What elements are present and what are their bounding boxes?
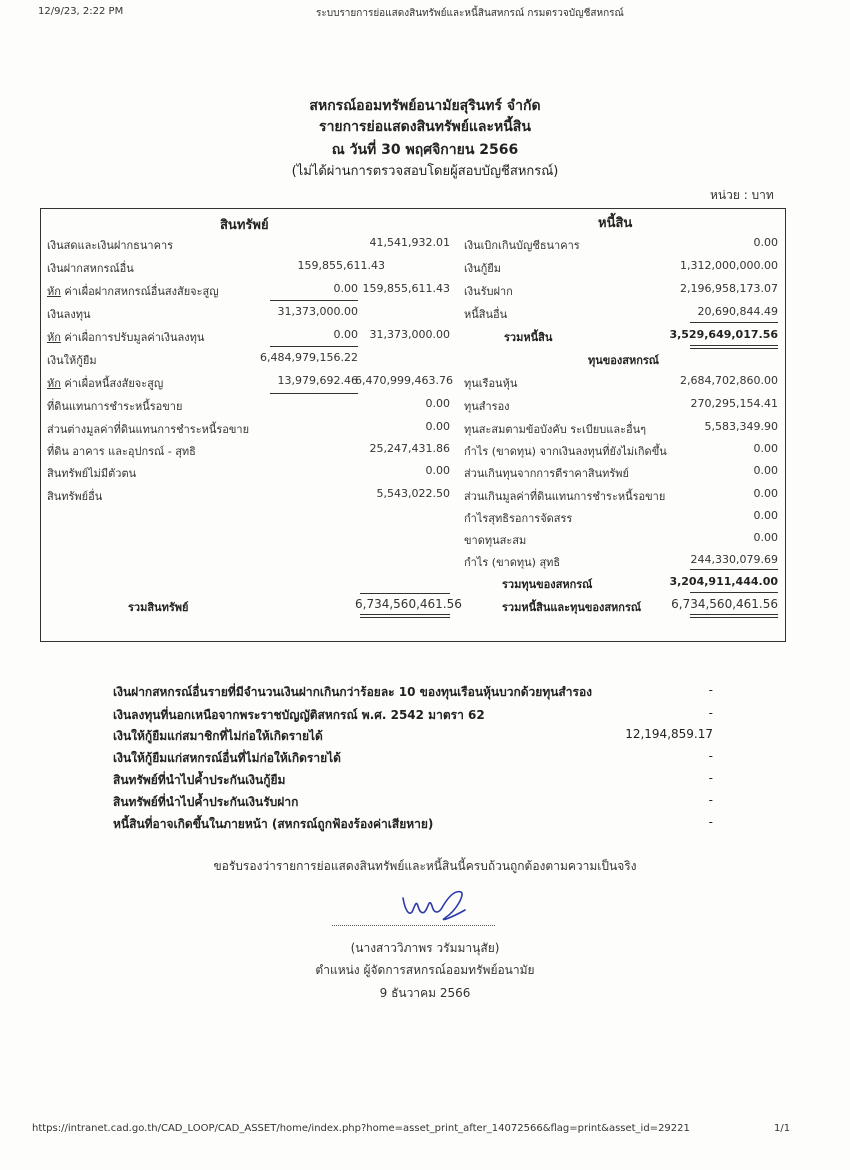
- note-value: -: [708, 771, 713, 785]
- equity-header: ทุนของสหกรณ์: [588, 354, 660, 367]
- asset-row-label: หัก ค่าเผื่อฝากสหกรณ์อื่นสงสัยจะสูญ: [47, 285, 219, 298]
- note-value: -: [708, 815, 713, 829]
- grand-total-label: รวมหนี้สินและทุนของสหกรณ์: [502, 601, 642, 614]
- subtotal-rule: [690, 569, 778, 570]
- asset-row-sub: 159,855,611.43: [297, 259, 385, 272]
- asset-row-label: หัก ค่าเผื่อการปรับมูลค่าเงินลงทุน: [47, 331, 205, 344]
- equity-row-value: 0.00: [753, 531, 778, 544]
- assets-header: สินทรัพย์: [220, 218, 269, 233]
- equity-row-label: กำไร (ขาดทุน) สุทธิ: [464, 556, 561, 569]
- asset-row-label: เงินลงทุน: [47, 308, 91, 321]
- equity-row-value: 0.00: [753, 442, 778, 455]
- equity-row-label: ทุนสำรอง: [464, 400, 510, 413]
- liability-row-label: หนี้สินอื่น: [464, 308, 508, 321]
- asset-row-sub: 6,484,979,156.22: [260, 351, 358, 364]
- asset-row-value: 159,855,611.43: [362, 282, 450, 295]
- asset-row-value: 0.00: [425, 420, 450, 433]
- page-number: 1/1: [774, 1123, 791, 1134]
- liabilities-header: หนี้สิน: [598, 216, 633, 231]
- report-title: รายการย่อแสดงสินทรัพย์และหนี้สิน: [319, 119, 531, 135]
- asset-row-value: 5,543,022.50: [376, 487, 450, 500]
- asset-row-sub: 0.00: [333, 282, 358, 295]
- asset-row-sub: 0.00: [333, 328, 358, 341]
- asset-row-value: 0.00: [425, 464, 450, 477]
- assets-total-value: 6,734,560,461.56: [355, 597, 462, 611]
- equity-row-label: ส่วนเกินทุนจากการตีราคาสินทรัพย์: [464, 467, 629, 480]
- equity-row-label: กำไรสุทธิรอการจัดสรร: [464, 512, 573, 525]
- asset-row-value: 25,247,431.86: [369, 442, 450, 455]
- equity-row-label: ขาดทุนสะสม: [464, 534, 527, 547]
- subtotal-rule: [270, 393, 358, 394]
- liability-row-value: 20,690,844.49: [697, 305, 778, 318]
- equity-total-value: 3,204,911,444.00: [669, 575, 778, 588]
- asset-row-value: 0.00: [425, 397, 450, 410]
- liability-row-value: 1,312,000,000.00: [680, 259, 778, 272]
- asset-row-label: สินทรัพย์ไม่มีตัวตน: [47, 467, 137, 480]
- asset-row-label: เงินสดและเงินฝากธนาคาร: [47, 239, 174, 252]
- asset-row-label: เงินให้กู้ยืม: [47, 354, 97, 367]
- equity-row-value: 270,295,154.41: [690, 397, 778, 410]
- asset-row-label: ที่ดิน อาคาร และอุปกรณ์ - สุทธิ: [47, 445, 196, 458]
- equity-row-label: ทุนเรือนหุ้น: [464, 377, 518, 390]
- signatory-name: (นางสาววิภาพร วรัมมานุสัย): [350, 941, 500, 955]
- liabilities-total-value: 3,529,649,017.56: [669, 328, 778, 341]
- asset-row-label: หัก ค่าเผื่อหนี้สงสัยจะสูญ: [47, 377, 164, 390]
- note-label: สินทรัพย์ที่นำไปค้ำประกันเงินกู้ยืม: [113, 773, 286, 787]
- grand-total-value: 6,734,560,461.56: [671, 597, 778, 611]
- note-value: -: [708, 749, 713, 763]
- org-name: สหกรณ์ออมทรัพย์อนามัยสุรินทร์ จำกัด: [309, 98, 541, 114]
- equity-row-value: 5,583,349.90: [704, 420, 778, 433]
- subtotal-rule: [690, 322, 778, 323]
- assets-total-label: รวมสินทรัพย์: [128, 601, 189, 614]
- total-rule: [690, 592, 778, 593]
- asset-row-value: 41,541,932.01: [369, 236, 450, 249]
- total-rule: [360, 593, 450, 594]
- note-value: -: [708, 683, 713, 697]
- liability-row-label: เงินรับฝาก: [464, 285, 513, 298]
- signature-line: [332, 925, 495, 926]
- subtotal-rule: [270, 300, 358, 301]
- subtotal-rule: [270, 346, 358, 347]
- note-label: เงินให้กู้ยืมแก่สหกรณ์อื่นที่ไม่ก่อให้เกิดรายได้: [113, 751, 341, 765]
- note-label: เงินฝากสหกรณ์อื่นรายที่มีจำนวนเงินฝากเกินกว่าร้อยละ 10 ของทุนเรือนหุ้นบวกด้วยทุนสำรอง: [113, 685, 593, 699]
- equity-row-value: 0.00: [753, 487, 778, 500]
- note-value: 12,194,859.17: [625, 727, 713, 741]
- equity-row-label: ส่วนเกินมูลค่าที่ดินแทนการชำระหนี้รอขาย: [464, 490, 666, 503]
- print-datetime: 12/9/23, 2:22 PM: [38, 6, 124, 17]
- double-underline: [690, 614, 778, 618]
- note-value: -: [708, 793, 713, 807]
- liability-row-label: เงินเบิกเกินบัญชีธนาคาร: [464, 239, 580, 252]
- liability-row-value: 0.00: [753, 236, 778, 249]
- print-page-title: ระบบรายการย่อแสดงสินทรัพย์และหนี้สินสหกรณ์ กรมตรวจบัญชีสหกรณ์: [316, 8, 624, 19]
- note-value: -: [708, 706, 713, 720]
- note-label: เงินให้กู้ยืมแก่สมาชิกที่ไม่ก่อให้เกิดรายได้: [113, 729, 323, 743]
- double-underline: [360, 614, 450, 618]
- signature-image: [395, 884, 485, 926]
- asset-row-label: ส่วนต่างมูลค่าที่ดินแทนการชำระหนี้รอขาย: [47, 423, 250, 436]
- double-underline: [690, 345, 778, 349]
- equity-row-value: 2,684,702,860.00: [680, 374, 778, 387]
- report-date: ณ วันที่ 30 พฤศจิกายน 2566: [331, 142, 519, 158]
- certification-statement: ขอรับรองว่ารายการย่อแสดงสินทรัพย์และหนี้สินนี้ครบถ้วนถูกต้องตามความเป็นจริง: [213, 859, 637, 873]
- asset-row-label: เงินฝากสหกรณ์อื่น: [47, 262, 134, 275]
- note-label: เงินลงทุนที่นอกเหนือจากพระราชบัญญัติสหกรณ์ พ.ศ. 2542 มาตรา 62: [113, 708, 485, 722]
- unit-label: หน่วย : บาท: [710, 188, 774, 202]
- liability-row-label: เงินกู้ยืม: [464, 262, 502, 275]
- asset-row-label: ที่ดินแทนการชำระหนี้รอขาย: [47, 400, 183, 413]
- asset-row-value: 31,373,000.00: [369, 328, 450, 341]
- liability-row-value: 2,196,958,173.07: [680, 282, 778, 295]
- equity-total-label: รวมทุนของสหกรณ์: [502, 578, 593, 591]
- equity-row-value: 244,330,079.69: [690, 553, 778, 566]
- note-label: หนี้สินที่อาจเกิดขึ้นในภายหน้า (สหกรณ์ถูกฟ้องร้องค่าเสียหาย): [113, 817, 434, 831]
- equity-row-label: ทุนสะสมตามข้อบังคับ ระเบียบและอื่นๆ: [464, 423, 647, 436]
- asset-row-sub: 13,979,692.46: [277, 374, 358, 387]
- asset-row-label: สินทรัพย์อื่น: [47, 490, 103, 503]
- asset-row-value: 6,470,999,463.76: [355, 374, 453, 387]
- equity-row-value: 0.00: [753, 464, 778, 477]
- note-label: สินทรัพย์ที่นำไปค้ำประกันเงินรับฝาก: [113, 795, 299, 809]
- signatory-position: ตำแหน่ง ผู้จัดการสหกรณ์ออมทรัพย์อนามัย: [315, 963, 535, 977]
- signature-date: 9 ธันวาคม 2566: [379, 986, 471, 1000]
- asset-row-sub: 31,373,000.00: [277, 305, 358, 318]
- equity-row-value: 0.00: [753, 509, 778, 522]
- print-url: https://intranet.cad.go.th/CAD_LOOP/CAD_ASSET/home/index.php?home=asset_print_after_14072566&flag=print&asset_id=29221: [32, 1123, 690, 1134]
- audit-note: (ไม่ได้ผ่านการตรวจสอบโดยผู้สอบบัญชีสหกรณ์): [291, 164, 559, 179]
- liabilities-total-label: รวมหนี้สิน: [504, 331, 553, 344]
- equity-row-label: กำไร (ขาดทุน) จากเงินลงทุนที่ยังไม่เกิดขึ้น: [464, 445, 667, 458]
